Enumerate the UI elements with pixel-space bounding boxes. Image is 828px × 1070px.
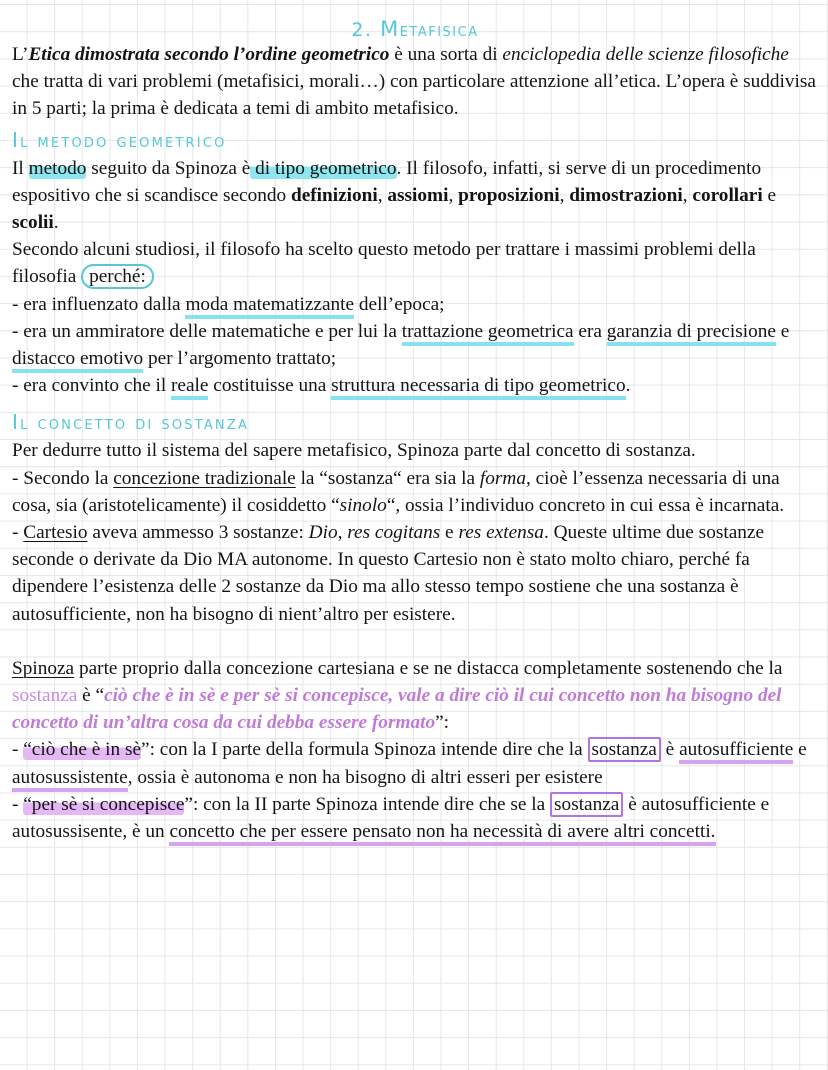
reasons-intro: Secondo alcuni studiosi, il filosofo ha scelto questo metodo per trattare i massimi problemi della filosofia perché: bbox=[12, 239, 756, 288]
heading-metodo: Il metodo geometrico bbox=[12, 127, 227, 152]
circled-perche: perché: bbox=[81, 264, 154, 289]
boxed-sostanza-2: sostanza bbox=[550, 792, 623, 817]
reason-3: - era convinto che il reale costituisse una struttura necessaria di tipo geometrico. bbox=[12, 372, 818, 399]
intro-paragraph: L’Etica dimostrata secondo l’ordine geometrico è una sorta di enciclopedia delle scienze filosofiche che tratta di vari problemi (metafisici, morali…) con particolare attenzione all’etica. L’opera è suddivisa in 5 parti; la prima è dedicata a temi di ambito metafisico. bbox=[12, 44, 816, 120]
cartesio-paragraph: - Cartesio aveva ammesso 3 sostanze: Dio, res cogitans e res extensa. Queste ultime due sostanze seconde o derivate da Dio MA autonome. In questo Cartesio non è stato molto chiaro, perché fa dipendere l’esistenza delle 2 sostanze da Dio ma allo stesso tempo sostiene che una sostanza è autosufficiente, non ha bisogno di nient’altro per esistere. bbox=[12, 522, 765, 625]
enciclopedia-term: enciclopedia delle scienze filosofiche bbox=[502, 44, 789, 65]
title-rest: etafisica bbox=[399, 19, 479, 41]
boxed-sostanza: sostanza bbox=[588, 737, 661, 762]
spinoza-paragraph: Spinoza parte proprio dalla concezione cartesiana e se ne distacca completamente sostenendo che la sostanza è “ciò che è in sè e per sè si concepisce, vale a dire ciò il cui concetto non ha bisogno del concetto di un’altra cosa da cui debba essere formato”: bbox=[12, 657, 783, 734]
sostanza-intro: Per dedurre tutto il sistema del sapere metafisico, Spinoza parte dal concetto di sostanza. bbox=[12, 440, 696, 462]
reason-2: - era un ammiratore delle matematiche e per lui la trattazione geometrica era garanzia di precisione e distacco emotivo per l’argomento trattato; bbox=[12, 318, 818, 372]
title-number: 2. bbox=[351, 19, 373, 41]
definition-quote: ciò che è in sè e per sè si concepisce, vale a dire ciò il cui concetto non ha bisogno del concetto di un’altra cosa da cui debba essere formato bbox=[12, 685, 782, 734]
page-title bbox=[12, 0, 818, 41]
in-se-paragraph: - “ciò che è in sè”: con la I parte della formula Spinoza intende dire che la sostanza è autosufficiente e autosussistente, ossia è autonoma e non ha bisogno di altri esseri per esistere bbox=[12, 736, 818, 790]
work-title: Etica dimostrata secondo l’ordine geometrico bbox=[28, 44, 390, 65]
reason-1: - era influenzato dalla moda matematizzante dell’epoca; bbox=[12, 291, 818, 318]
title-lead-letter: M bbox=[380, 17, 400, 41]
spacer bbox=[12, 628, 818, 655]
metodo-paragraph: Il metodo seguito da Spinoza è di tipo geometrico. Il filosofo, infatti, si serve di un procedimento espositivo che si scandisce secondo definizioni, assiomi, proposizioni, dimostrazioni, corollari e scolii. bbox=[12, 157, 777, 234]
heading-sostanza: Il concetto di sostanza bbox=[12, 410, 250, 435]
highlight-metodo: metodo bbox=[28, 157, 87, 179]
highlight-di-tipo-geometrico: di tipo geometrico bbox=[250, 157, 397, 179]
per-se-paragraph: - “per sè si concepisce”: con la II parte Spinoza intende dire che se la sostanza è autosufficiente e autosussisente, è un concetto che per essere pensato non ha necessità di avere altri concetti. bbox=[12, 791, 818, 845]
tradizionale-paragraph: - Secondo la concezione tradizionale la “sostanza“ era sia la forma, cioè l’essenza necessaria di una cosa, sia (aristotelicamente) il cosiddetto “sinolo“, ossia l’individuo concreto in cui essa è incarnata. bbox=[12, 467, 785, 516]
